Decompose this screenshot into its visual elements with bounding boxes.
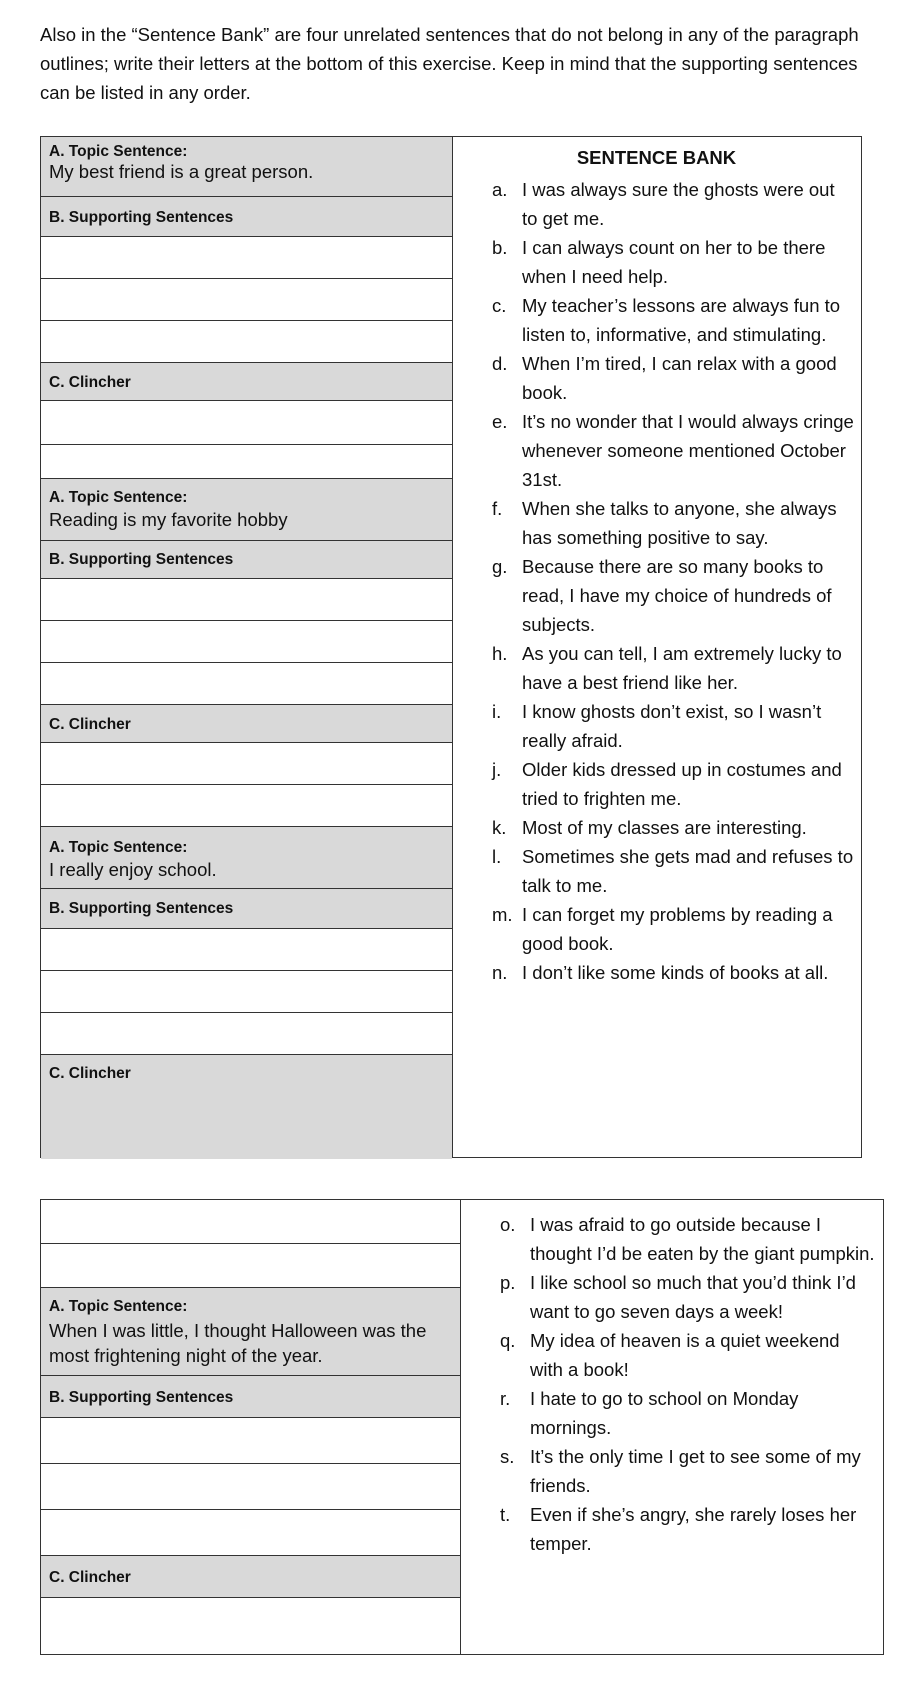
sentence-bank-item [452, 813, 861, 842]
supporting-sentences-row [41, 1376, 460, 1418]
sentence-bank-item-letter: a. [492, 179, 508, 200]
sentence-bank-item [460, 1268, 883, 1326]
sentence-bank-item [452, 900, 861, 958]
topic-sentence-row [41, 137, 452, 197]
sentence-bank-item-text: Older kids dressed up in costumes and tried to frighten me. [522, 759, 842, 809]
sentence-bank-title: SENTENCE BANK [576, 147, 737, 168]
answer-blank[interactable] [41, 743, 452, 785]
sentence-bank-item-text: When I’m tired, I can relax with a good book. [522, 353, 837, 403]
sentence-bank-item-letter: g. [492, 556, 508, 577]
sentence-bank-item [452, 552, 861, 639]
outline-column [41, 137, 453, 1157]
sentence-bank-item-letter: s. [500, 1446, 515, 1467]
answer-blank[interactable] [41, 1200, 460, 1244]
topic-sentence-row [41, 827, 452, 889]
sentence-bank-item-letter: r. [500, 1388, 511, 1409]
sentence-bank-item-text: I like school so much that you’d think I’d want to go seven days a week! [530, 1272, 856, 1322]
sentence-bank-item [460, 1210, 883, 1268]
clincher-label: C. Clincher [49, 716, 131, 733]
supporting-sentences-row [41, 197, 452, 237]
instructions-text: Also in the “Sentence Bank” are four unrelated sentences that do not belong in any of the paragraph outlines; write their letters at the bottom of this exercise. Keep in mind that the supporting sentences can be listed in any order. [40, 24, 859, 103]
supporting-sentences-label: B. Supporting Sentences [49, 1389, 234, 1406]
sentence-bank-item-letter: o. [500, 1214, 516, 1235]
sentence-bank-item [460, 1326, 883, 1384]
sentence-bank-item-letter: n. [492, 962, 508, 983]
answer-blank[interactable] [41, 1510, 460, 1556]
sentence-bank-item-letter: j. [492, 759, 502, 780]
sentence-bank-item [452, 842, 861, 900]
sentence-bank-item-letter: d. [492, 353, 508, 374]
answer-blank[interactable] [41, 321, 452, 363]
sentence-bank-item [452, 639, 861, 697]
sentence-bank-item-text: I hate to go to school on Monday mornings. [530, 1388, 799, 1438]
sentence-bank-item-letter: f. [492, 498, 503, 519]
sentence-bank-item-text: It’s no wonder that I would always cringe whenever someone mentioned October 31st. [522, 411, 854, 490]
sentence-bank-list [460, 1210, 883, 1558]
clincher-row [41, 1556, 460, 1598]
clincher-row [41, 705, 452, 743]
clincher-label: C. Clincher [49, 374, 131, 391]
sentence-bank-item [452, 494, 861, 552]
sentence-bank-item [452, 233, 861, 291]
topic-sentence-text: Reading is my favorite hobby [49, 509, 288, 530]
sentence-bank-item [452, 697, 861, 755]
topic-sentence-label: A. Topic Sentence: [49, 143, 188, 160]
sentence-bank-item-letter: q. [500, 1330, 516, 1351]
topic-sentence-text: My best friend is a great person. [49, 161, 314, 182]
sentence-bank-item [452, 958, 861, 987]
sentence-bank-item-letter: e. [492, 411, 508, 432]
spacer-row [41, 1244, 460, 1288]
supporting-sentences-label: B. Supporting Sentences [49, 551, 234, 568]
topic-sentence-row [41, 479, 452, 541]
sentence-bank-item-letter: m. [492, 904, 513, 925]
sentence-bank-item-letter: l. [492, 846, 502, 867]
sentence-bank-item-text: I don’t like some kinds of books at all. [522, 962, 829, 983]
sentence-bank-item-text: As you can tell, I am extremely lucky to have a best friend like her. [522, 643, 842, 693]
sentence-bank-item [452, 291, 861, 349]
supporting-sentences-row [41, 541, 452, 579]
answer-blank[interactable] [41, 621, 452, 663]
supporting-sentences-label: B. Supporting Sentences [49, 209, 234, 226]
sentence-bank-item-text: Because there are so many books to read, I have my choice of hundreds of subjects. [522, 556, 832, 635]
answer-blank[interactable] [41, 971, 452, 1013]
sentence-bank-item-text: My idea of heaven is a quiet weekend with a book! [530, 1330, 840, 1380]
topic-sentence-label: A. Topic Sentence: [49, 1298, 188, 1315]
answer-blank[interactable] [41, 929, 452, 971]
answer-blank[interactable] [41, 663, 452, 705]
answer-blank[interactable] [41, 579, 452, 621]
topic-sentence-label: A. Topic Sentence: [49, 839, 188, 856]
sentence-bank-item [452, 175, 861, 233]
sentence-bank-item-letter: t. [500, 1504, 511, 1525]
answer-blank[interactable] [41, 1598, 460, 1654]
sentence-bank-item-text: I can forget my problems by reading a good book. [522, 904, 833, 954]
answer-blank[interactable] [41, 279, 452, 321]
sentence-bank-item-text: Sometimes she gets mad and refuses to talk to me. [522, 846, 854, 896]
sentence-bank-item-letter: b. [492, 237, 508, 258]
sentence-bank-item-text: I know ghosts don’t exist, so I wasn’t really afraid. [522, 701, 822, 751]
sentence-bank-item-text: I can always count on her to be there when I need help. [522, 237, 826, 287]
sentence-bank-item [452, 349, 861, 407]
sentence-bank-item-text: I was afraid to go outside because I thought I’d be eaten by the giant pumpkin. [530, 1214, 875, 1264]
topic-sentence-label: A. Topic Sentence: [49, 489, 188, 506]
sentence-bank-item-letter: k. [492, 817, 507, 838]
sentence-bank-item [452, 755, 861, 813]
sentence-bank-item-letter: p. [500, 1272, 516, 1293]
sentence-bank-item [460, 1442, 883, 1500]
clincher-row [41, 363, 452, 401]
sentence-bank-item-text: My teacher’s lessons are always fun to listen to, informative, and stimulating. [522, 295, 841, 345]
supporting-sentences-row [41, 889, 452, 929]
outline-table-1 [40, 136, 862, 1158]
clincher-label: C. Clincher [49, 1569, 131, 1586]
sentence-bank [452, 137, 861, 1157]
sentence-bank-item-text: Even if she’s angry, she rarely loses her temper. [530, 1504, 857, 1554]
sentence-bank-item-text: It’s the only time I get to see some of my friends. [530, 1446, 861, 1496]
supporting-sentences-label: B. Supporting Sentences [49, 900, 234, 917]
clincher-label: C. Clincher [49, 1065, 131, 1082]
sentence-bank-item-text: I was always sure the ghosts were out to get me. [522, 179, 835, 229]
answer-blank[interactable] [41, 1464, 460, 1510]
sentence-bank-item-letter: c. [492, 295, 507, 316]
sentence-bank-item [460, 1384, 883, 1442]
outline-column [41, 1200, 461, 1654]
clincher-row [41, 1055, 452, 1159]
answer-blank[interactable] [41, 237, 452, 279]
sentence-bank-continued [460, 1200, 883, 1654]
topic-sentence-row [41, 1288, 460, 1376]
sentence-bank-list [452, 175, 861, 987]
sentence-bank-item-text: When she talks to anyone, she always has something positive to say. [522, 498, 837, 548]
answer-blank[interactable] [41, 1418, 460, 1464]
sentence-bank-item-letter: h. [492, 643, 508, 664]
sentence-bank-item-letter: i. [492, 701, 502, 722]
sentence-bank-item [452, 407, 861, 494]
spacer-row [41, 445, 452, 479]
sentence-bank-item-text: Most of my classes are interesting. [522, 817, 807, 838]
answer-blank[interactable] [41, 1013, 452, 1055]
outline-table-2 [40, 1199, 884, 1655]
answer-blank[interactable] [41, 401, 452, 445]
sentence-bank-item [460, 1500, 883, 1558]
spacer-row [41, 785, 452, 827]
topic-sentence-text: I really enjoy school. [49, 859, 217, 880]
topic-sentence-text: When I was little, I thought Halloween was the most frightening night of the year. [49, 1320, 427, 1366]
